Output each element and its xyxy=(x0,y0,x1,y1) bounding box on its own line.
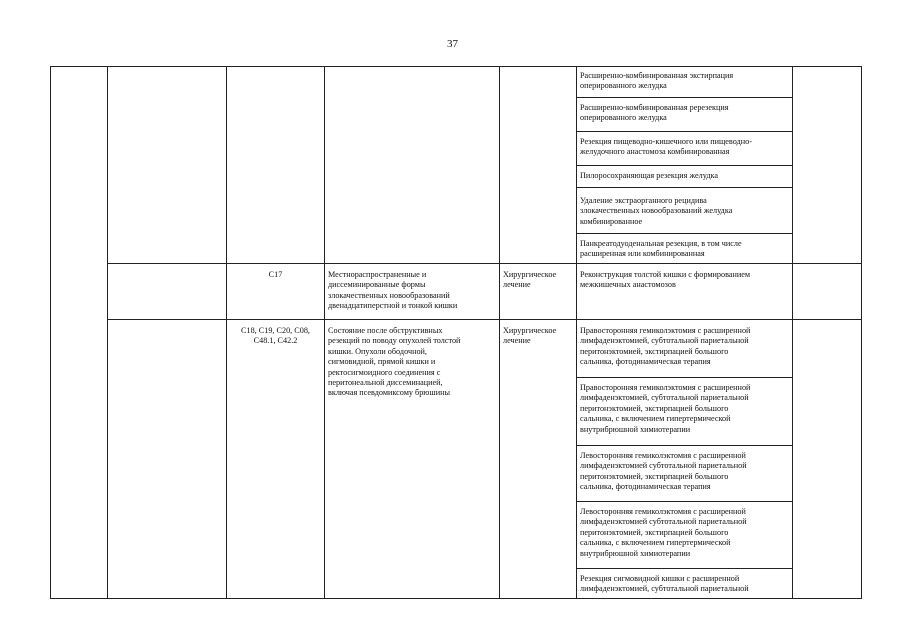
method-cell: Расширенно-комбинированная экстирпация оперированного желудка xyxy=(580,71,734,91)
method-divider xyxy=(576,97,793,98)
col-divider-4 xyxy=(499,66,500,599)
method-cell: Правосторонняя гемиколэктомия с расширенной лимфаденэктомией, субтотальной париетальной перитонэктомией, экстирпацией большого сальника, с включением гипертермической внутрибрюшной химиотерапии xyxy=(580,383,751,434)
method-cell: Левосторонняя гемиколэктомия с расширенной лимфаденэктомией субтотальной париетальной перитонэктомией, экстирпацией большого сальника, с включением гипертермической внутрибрюшной химиотерапии xyxy=(580,507,747,558)
method-divider xyxy=(576,187,793,188)
condition-cell: Местнораспространенные и диссеминированные формы злокачественных новообразований двенадцатиперстной и тонкой кишки xyxy=(328,270,458,311)
icd-codes-cell: C17 xyxy=(268,270,283,279)
method-cell: Правосторонняя гемиколэктомия с расширенной лимфаденэктомией, субтотальной париетальной перитонэктомией, экстирпацией большого сальника, фотодинамическая терапия xyxy=(580,326,751,367)
col-divider-3 xyxy=(324,66,325,599)
method-cell: Расширенно-комбинированная ререзекция оперированного желудка xyxy=(580,103,729,123)
method-cell: Панкреатодуоденальная резекция, в том числе расширенная или комбинированная xyxy=(580,239,742,259)
col-divider-6 xyxy=(792,66,793,599)
treatment-cell: Хирургическое лечение xyxy=(503,270,557,290)
table-right-border xyxy=(861,66,862,599)
table-bottom-border xyxy=(50,598,862,599)
page-number: 37 xyxy=(447,38,458,50)
row-divider xyxy=(107,319,862,320)
method-cell: Реконструкция толстой кишки с формированием межкишечных анастомозов xyxy=(580,270,751,290)
row-divider xyxy=(107,263,862,264)
method-divider xyxy=(576,131,793,132)
col-divider-5 xyxy=(576,66,577,599)
table-left-border xyxy=(50,66,51,599)
method-divider xyxy=(576,568,793,569)
method-divider xyxy=(576,233,793,234)
method-cell: Пилоросохраняющая резекция желудка xyxy=(580,171,718,180)
col-divider-2 xyxy=(226,66,227,599)
method-divider xyxy=(576,165,793,166)
method-cell: Левосторонняя гемиколэктомия с расширенной лимфаденэктомией субтотальной париетальной перитонэктомией, экстирпацией большого сальника, фотодинамическая терапия xyxy=(580,451,747,492)
condition-cell: Состояние после обструктивных резекций по поводу опухолей толстой кишки. Опухоли ободочной, сигмовидной, прямой кишки и ректосигмоидного соединения с перитонеальной диссеминацией, включая псевдомиксому брюшины xyxy=(328,326,461,398)
table-top-border xyxy=(50,66,862,67)
method-divider xyxy=(576,501,793,502)
icd-codes-cell: C18, C19, C20, C08, C48.1, C42.2 xyxy=(241,326,310,346)
method-cell: Удаление экстраорганного рецидива злокачественных новообразований желудка комбинированное xyxy=(580,196,733,226)
treatment-cell: Хирургическое лечение xyxy=(503,326,557,346)
method-cell: Резекция сигмовидной кишки с расширенной лимфаденэктомией, субтотальной париетальной xyxy=(580,574,749,594)
method-cell: Резекция пищеводно-кишечного или пищеводно- желудочного анастомоза комбинированная xyxy=(580,137,752,157)
method-divider xyxy=(576,377,793,378)
col-divider-1 xyxy=(107,66,108,599)
method-divider xyxy=(576,445,793,446)
